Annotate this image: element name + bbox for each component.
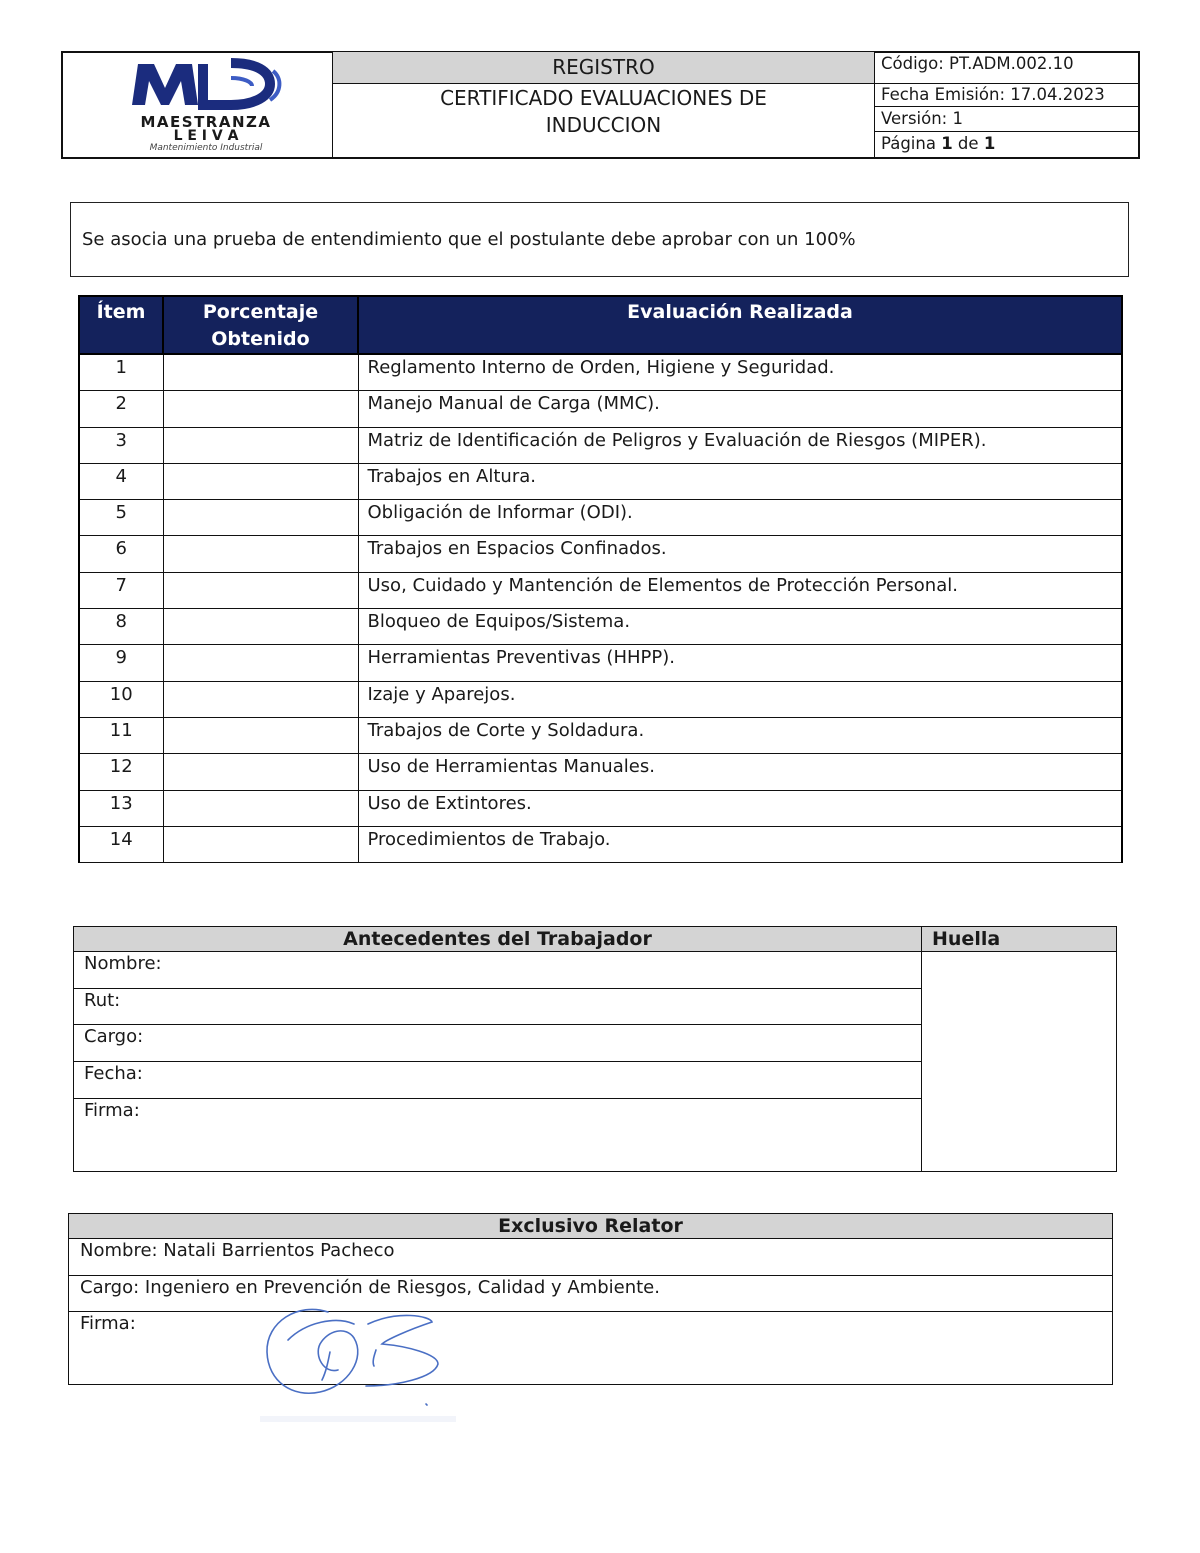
table-row bbox=[79, 681, 1122, 717]
worker-position-field[interactable]: Cargo: bbox=[73, 1024, 922, 1062]
table-row bbox=[79, 427, 1122, 463]
percentage-cell[interactable] bbox=[163, 826, 358, 862]
item-number-cell: 12 bbox=[79, 754, 163, 790]
doc-code: Código: PT.ADM.002.10 bbox=[881, 54, 1074, 73]
table-row bbox=[79, 463, 1122, 499]
relator-section-title: Exclusivo Relator bbox=[68, 1213, 1113, 1239]
col-header-item: Ítem bbox=[79, 296, 163, 354]
percentage-cell[interactable] bbox=[163, 645, 358, 681]
worker-signature-field[interactable]: Firma: bbox=[73, 1098, 922, 1172]
logo-name-line1: MAESTRANZA bbox=[140, 113, 272, 131]
logo-name-line2: L E I V A bbox=[173, 128, 239, 144]
item-number-cell: 9 bbox=[79, 645, 163, 681]
table-row bbox=[79, 717, 1122, 753]
col-header-percentage-line2: Obtenido bbox=[211, 328, 310, 350]
evaluation-name-cell: Trabajos en Espacios Confinados. bbox=[358, 536, 1122, 572]
table-row bbox=[79, 354, 1122, 391]
evaluation-name-cell: Procedimientos de Trabajo. bbox=[358, 826, 1122, 862]
item-number-cell: 11 bbox=[79, 717, 163, 753]
doc-version: Versión: 1 bbox=[881, 109, 963, 128]
table-row bbox=[79, 754, 1122, 790]
worker-date-field[interactable]: Fecha: bbox=[73, 1061, 922, 1099]
page-total: 1 bbox=[983, 134, 996, 153]
percentage-cell[interactable] bbox=[163, 427, 358, 463]
evaluation-name-cell: Izaje y Aparejos. bbox=[358, 681, 1122, 717]
item-number-cell: 7 bbox=[79, 572, 163, 608]
item-number-cell: 1 bbox=[79, 354, 163, 391]
table-header-row bbox=[79, 296, 1122, 354]
table-row bbox=[79, 609, 1122, 645]
evaluation-name-cell: Herramientas Preventivas (HHPP). bbox=[358, 645, 1122, 681]
evaluation-name-cell: Trabajos en Altura. bbox=[358, 463, 1122, 499]
fingerprint-title: Huella bbox=[921, 926, 1117, 952]
notice-box: Se asocia una prueba de entendimiento que el postulante debe aprobar con un 100% bbox=[70, 202, 1129, 277]
doc-type: REGISTRO bbox=[552, 55, 655, 79]
table-row bbox=[79, 790, 1122, 826]
header-divider bbox=[875, 131, 1139, 132]
page-number: 1 bbox=[941, 134, 953, 153]
doc-issue-date: Fecha Emisión: 17.04.2023 bbox=[881, 85, 1105, 104]
percentage-cell[interactable] bbox=[163, 717, 358, 753]
header-divider bbox=[875, 106, 1139, 107]
evaluation-name-cell: Manejo Manual de Carga (MMC). bbox=[358, 391, 1122, 427]
worker-name-field[interactable]: Nombre: bbox=[73, 951, 922, 989]
item-number-cell: 14 bbox=[79, 826, 163, 862]
percentage-cell[interactable] bbox=[163, 391, 358, 427]
header-divider bbox=[333, 83, 874, 84]
percentage-cell[interactable] bbox=[163, 681, 358, 717]
evaluation-name-cell: Bloqueo de Equipos/Sistema. bbox=[358, 609, 1122, 645]
evaluation-name-cell: Uso de Extintores. bbox=[358, 790, 1122, 826]
item-number-cell: 2 bbox=[79, 391, 163, 427]
worker-rut-field[interactable]: Rut: bbox=[73, 988, 922, 1025]
doc-title-line2: INDUCCION bbox=[545, 113, 662, 137]
col-header-percentage bbox=[163, 296, 358, 354]
evaluation-name-cell: Trabajos de Corte y Soldadura. bbox=[358, 717, 1122, 753]
evaluations-table bbox=[78, 295, 1123, 863]
table-row bbox=[79, 826, 1122, 862]
page-of: de bbox=[952, 134, 984, 153]
item-number-cell: 3 bbox=[79, 427, 163, 463]
item-number-cell: 5 bbox=[79, 500, 163, 536]
percentage-cell[interactable] bbox=[163, 572, 358, 608]
doc-page bbox=[875, 134, 995, 153]
relator-signature bbox=[258, 1300, 458, 1425]
table-row bbox=[79, 645, 1122, 681]
col-header-percentage-line1: Porcentaje bbox=[202, 301, 319, 323]
item-number-cell: 8 bbox=[79, 609, 163, 645]
item-number-cell: 4 bbox=[79, 463, 163, 499]
relator-position: Cargo: Ingeniero en Prevención de Riesgos, Calidad y Ambiente. bbox=[68, 1275, 1113, 1312]
item-number-cell: 10 bbox=[79, 681, 163, 717]
percentage-cell[interactable] bbox=[163, 500, 358, 536]
percentage-cell[interactable] bbox=[163, 609, 358, 645]
doc-title-line1: CERTIFICADO EVALUACIONES DE bbox=[440, 86, 767, 110]
worker-section-title: Antecedentes del Trabajador bbox=[73, 926, 922, 952]
relator-signature-field: Firma: bbox=[68, 1311, 1113, 1385]
percentage-cell[interactable] bbox=[163, 754, 358, 790]
relator-name: Nombre: Natali Barrientos Pacheco bbox=[68, 1238, 1113, 1276]
item-number-cell: 6 bbox=[79, 536, 163, 572]
page-prefix: Página bbox=[881, 134, 942, 153]
percentage-cell[interactable] bbox=[163, 463, 358, 499]
col-header-evaluation: Evaluación Realizada bbox=[358, 296, 1122, 354]
evaluation-name-cell: Uso de Herramientas Manuales. bbox=[358, 754, 1122, 790]
percentage-cell[interactable] bbox=[163, 790, 358, 826]
evaluation-name-cell: Obligación de Informar (ODI). bbox=[358, 500, 1122, 536]
table-row bbox=[79, 500, 1122, 536]
table-row bbox=[79, 572, 1122, 608]
table-row bbox=[79, 536, 1122, 572]
evaluation-name-cell: Matriz de Identificación de Peligros y Evaluación de Riesgos (MIPER). bbox=[358, 427, 1122, 463]
percentage-cell[interactable] bbox=[163, 536, 358, 572]
fingerprint-box[interactable] bbox=[921, 951, 1117, 1172]
header-divider bbox=[875, 83, 1139, 84]
evaluation-name-cell: Reglamento Interno de Orden, Higiene y Seguridad. bbox=[358, 354, 1122, 391]
logo-tagline: Mantenimiento Industrial bbox=[149, 143, 263, 153]
percentage-cell[interactable] bbox=[163, 354, 358, 391]
table-row bbox=[79, 391, 1122, 427]
item-number-cell: 13 bbox=[79, 790, 163, 826]
evaluation-name-cell: Uso, Cuidado y Mantención de Elementos de Protección Personal. bbox=[358, 572, 1122, 608]
